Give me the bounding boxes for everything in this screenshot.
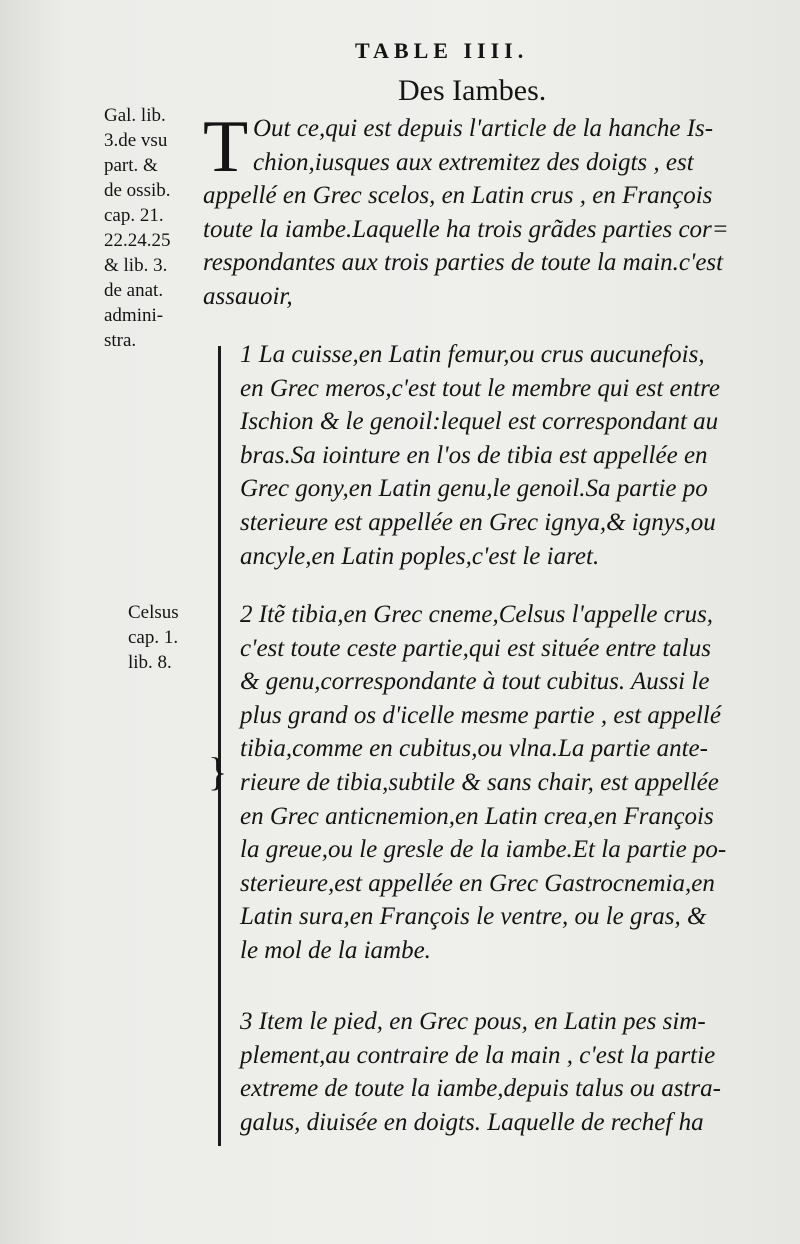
bracket-line	[218, 346, 221, 1146]
section-tibia	[240, 598, 726, 968]
text-line: rieure de tibia,subtile & sans chair, est appellée	[240, 768, 719, 796]
text-line: extreme de toute la iambe,depuis talus ou astra-	[240, 1075, 721, 1103]
text-line: galus, diuisée en doigts. Laquelle de rechef ha	[240, 1108, 704, 1136]
margin-note-line: lib. 8.	[128, 652, 172, 673]
text-line: le mol de la iambe.	[240, 936, 431, 964]
text-line: Latin sura,en François le ventre, ou le gras, &	[240, 903, 707, 931]
text-line: sterieure est appellée en Grec ignya,& ignys,ou	[240, 508, 716, 536]
text-line: plus grand os d'icelle mesme partie , est appellé	[240, 701, 721, 729]
page-title: Des Iambes.	[398, 74, 547, 107]
text-line: tibia,comme en cubitus,ou vlna.La partie ante-	[240, 735, 708, 763]
text-line: la greue,ou le gresle de la iambe.Et la partie po-	[240, 836, 727, 864]
margin-note-line: Celsus	[128, 602, 179, 623]
text-line: Grec gony,en Latin genu,le genoil.Sa partie po	[240, 475, 708, 503]
text-line: en Grec meros,c'est tout le membre qui est entre	[240, 374, 720, 402]
margin-note-line: admini-	[104, 305, 164, 326]
text-line: 3 Item le pied, en Grec pous, en Latin pes sim-	[240, 1008, 706, 1035]
margin-note-line: part. &	[104, 155, 158, 176]
text-line: & genu,correspondante à tout cubitus. Aussi le	[240, 668, 710, 696]
text-line: 1 La cuisse,en Latin femur,ou crus aucunefois,	[240, 341, 705, 368]
running-header: TABLE IIII.	[355, 38, 529, 63]
drop-cap: T	[203, 106, 249, 188]
text-line: toute la iambe.Laquelle ha trois grãdes parties cor=	[203, 215, 729, 243]
text-line: respondantes aux trois parties de toute la main.c'est	[203, 249, 724, 277]
margin-note-line: Gal. lib.	[104, 105, 166, 126]
text-line: assauoir,	[203, 282, 293, 310]
text-line: bras.Sa iointure en l'os de tibia est appellée en	[240, 441, 708, 469]
bracket-point: }	[208, 749, 228, 794]
text-line: ancyle,en Latin poples,c'est le iaret.	[240, 542, 600, 570]
text-line: plement,au contraire de la main , c'est la partie	[240, 1041, 716, 1069]
text-line: chion,iusques aux extremitez des doigts , est	[253, 148, 694, 176]
text-line: Out ce,qui est depuis l'article de la hanche Is-	[253, 115, 714, 142]
section-pied	[240, 1005, 721, 1139]
intro-paragraph	[203, 106, 729, 314]
text-line: c'est toute ceste partie,qui est située entre talus	[240, 634, 711, 662]
margin-note-line: & lib. 3.	[104, 255, 168, 276]
margin-note-celsus	[128, 600, 238, 675]
margin-note-galen	[104, 103, 214, 353]
text-line: en Grec anticnemion,en Latin crea,en François	[240, 802, 714, 830]
margin-note-line: stra.	[104, 330, 137, 351]
section-cuisse	[240, 338, 720, 573]
margin-note-line: de ossib.	[104, 180, 171, 201]
margin-note-line: cap. 1.	[128, 627, 179, 648]
text-line: appellé en Grec scelos, en Latin crus , en François	[203, 182, 713, 210]
text-line: 2 Itẽ tibia,en Grec cneme,Celsus l'appelle crus,	[240, 601, 714, 628]
margin-note-line: de anat.	[104, 280, 164, 301]
text-line: sterieure,est appellée en Grec Gastrocnemia,en	[240, 869, 715, 897]
margin-note-line: 22.24.25	[104, 230, 171, 251]
margin-note-line: cap. 21.	[104, 205, 164, 226]
margin-note-line: 3.de vsu	[104, 130, 168, 151]
text-line: Ischion & le genoil:lequel est correspondant au	[240, 408, 719, 436]
